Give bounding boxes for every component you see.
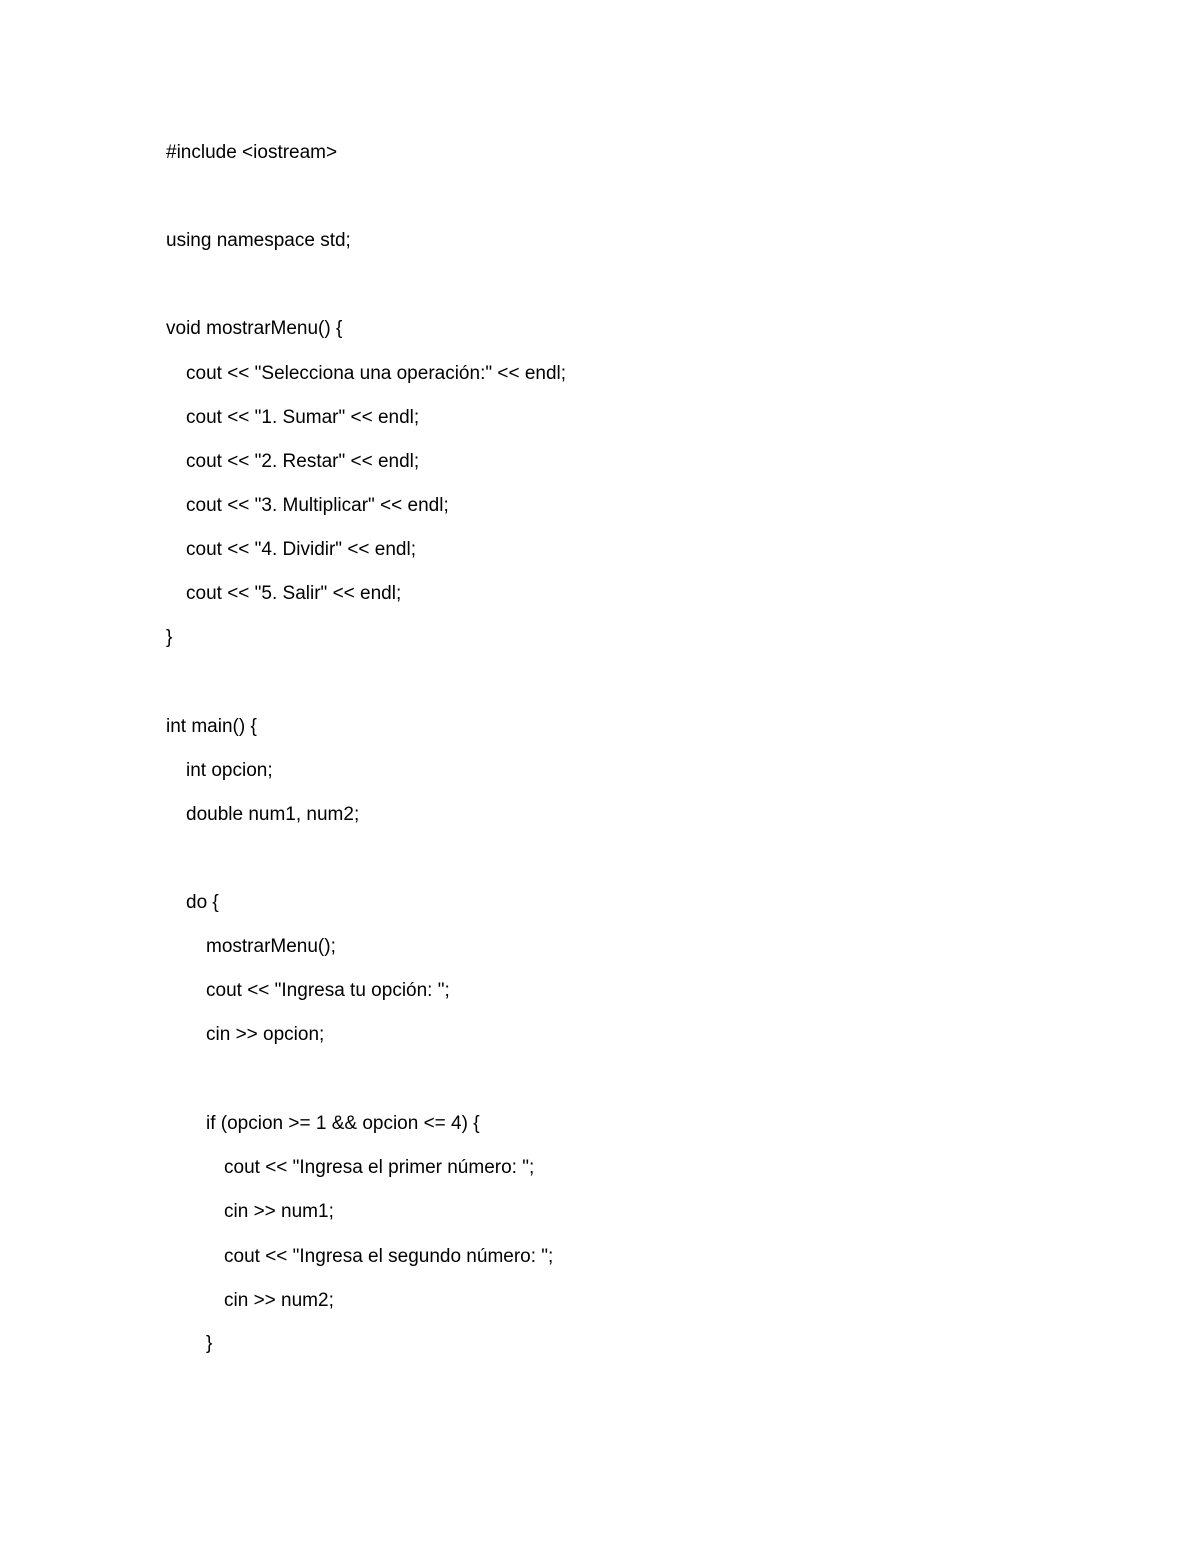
code-line-cin-num1: cin >> num1; xyxy=(224,1201,334,1222)
code-line-include: #include <iostream> xyxy=(166,142,338,163)
code-line-cout-primer-numero: cout << "Ingresa el primer número: "; xyxy=(224,1157,535,1178)
code-line-cin-num2: cin >> num2; xyxy=(224,1290,334,1311)
code-line-cout-ingresa-opcion: cout << "Ingresa tu opción: "; xyxy=(206,980,450,1001)
code-line-cout-salir: cout << "5. Salir" << endl; xyxy=(186,583,402,604)
code-line-mostrarmenu-call: mostrarMenu(); xyxy=(206,936,336,957)
code-line-cin-opcion: cin >> opcion; xyxy=(206,1024,325,1045)
code-line-if-opcion: if (opcion >= 1 && opcion <= 4) { xyxy=(206,1113,480,1134)
code-line-cout-selecciona: cout << "Selecciona una operación:" << endl; xyxy=(186,363,567,384)
code-line-double-nums: double num1, num2; xyxy=(186,804,360,825)
code-line-using-namespace: using namespace std; xyxy=(166,230,351,251)
code-line-cout-restar: cout << "2. Restar" << endl; xyxy=(186,451,420,472)
code-line-do: do { xyxy=(186,892,219,913)
code-line-void-mostrarmenu: void mostrarMenu() { xyxy=(166,318,343,339)
code-line-cout-segundo-numero: cout << "Ingresa el segundo número: "; xyxy=(224,1246,554,1267)
code-line-cout-dividir: cout << "4. Dividir" << endl; xyxy=(186,539,417,560)
code-line-close-brace: } xyxy=(166,627,173,648)
code-line-if-close-brace: } xyxy=(206,1333,213,1354)
code-line-cout-multiplicar: cout << "3. Multiplicar" << endl; xyxy=(186,495,449,516)
code-line-int-opcion: int opcion; xyxy=(186,760,273,781)
code-line-cout-sumar: cout << "1. Sumar" << endl; xyxy=(186,407,420,428)
code-line-int-main: int main() { xyxy=(166,716,257,737)
